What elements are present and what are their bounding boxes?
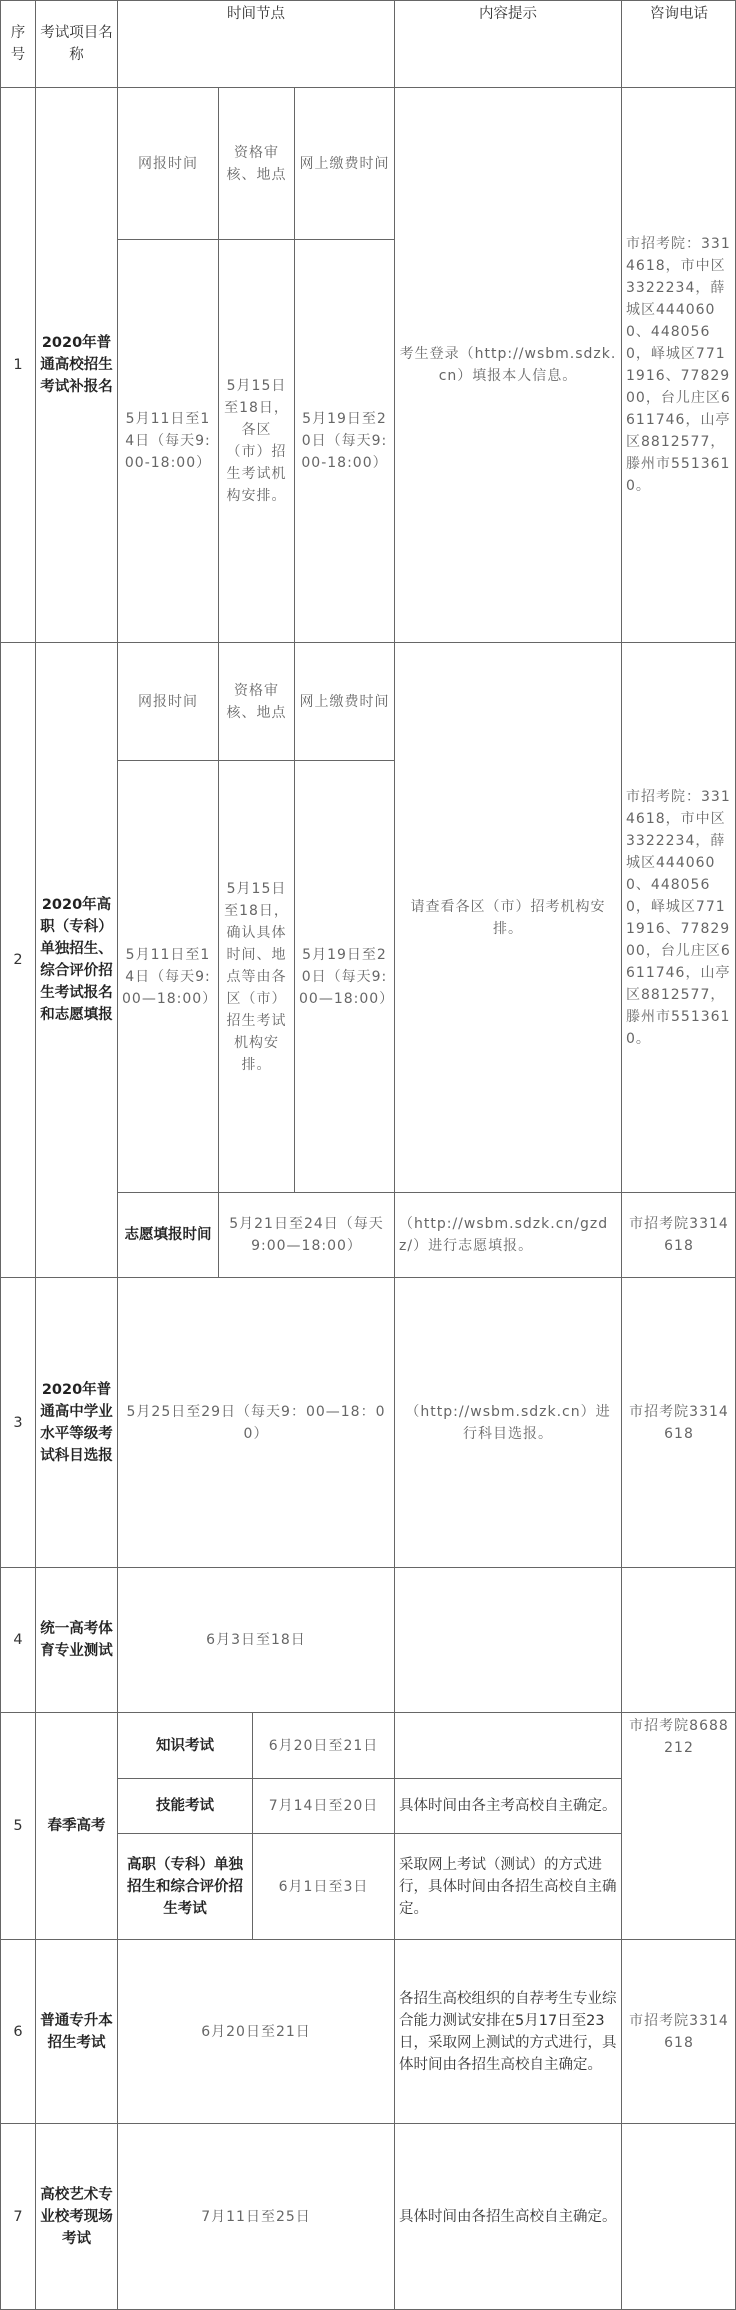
header-content: 内容提示 xyxy=(394,0,621,87)
row5-knowledge-time: 6月20日至21日 xyxy=(252,1712,394,1778)
row2-sub-review: 资格审核、地点 xyxy=(218,642,294,760)
row2-no: 2 xyxy=(0,642,35,1277)
row6-no: 6 xyxy=(0,1939,35,2123)
row1-review: 5月15日至18日，各区（市）招生考试机构安排。 xyxy=(218,239,294,642)
row1-sub-review: 资格审核、地点 xyxy=(218,87,294,239)
row7-name: 高校艺术专业校考现场考试 xyxy=(35,2123,117,2310)
row4-time: 6月3日至18日 xyxy=(117,1567,394,1712)
row1-pay: 5月19日至20日（每天9:00-18:00） xyxy=(294,239,394,642)
row1-sub-online: 网报时间 xyxy=(117,87,218,239)
row7-time: 7月11日至25日 xyxy=(117,2123,394,2310)
row4-phone-empty xyxy=(621,1567,736,1712)
row3-content: （http://wsbm.sdzk.cn）进行科目选报。 xyxy=(394,1277,621,1567)
row7-no: 7 xyxy=(0,2123,35,2310)
row2-sub-online: 网报时间 xyxy=(117,642,218,760)
row5-skill-content: 具体时间由各主考高校自主确定。 xyxy=(394,1778,621,1833)
row2-review: 5月15日至18日，确认具体时间、地点等由各区（市）招生考试机构安排。 xyxy=(218,760,294,1192)
row2-name: 2020年高职（专科）单独招生、综合评价招生考试报名和志愿填报 xyxy=(35,642,117,1277)
row2-pay: 5月19日至20日（每天9:00—18:00） xyxy=(294,760,394,1192)
row3-no: 3 xyxy=(0,1277,35,1567)
row6-content: 各招生高校组织的自荐考生专业综合能力测试安排在5月17日至23日，采取网上测试的方式进行，具体时间由各招生高校自主确定。 xyxy=(394,1939,621,2123)
row2-sub-pay: 网上缴费时间 xyxy=(294,642,394,760)
row2-content: 请查看各区（市）招考机构安排。 xyxy=(394,642,621,1192)
row6-phone: 市招考院3314618 xyxy=(621,1939,736,2123)
row2-wish-time: 5月21日至24日（每天9:00—18:00） xyxy=(218,1192,394,1277)
row2-wish-label: 志愿填报时间 xyxy=(117,1192,218,1277)
row4-content-empty xyxy=(394,1567,621,1712)
row4-no: 4 xyxy=(0,1567,35,1712)
row3-name: 2020年普通高中学业水平等级考试科目选报 xyxy=(35,1277,117,1567)
row5-skill-time: 7月14日至20日 xyxy=(252,1778,394,1833)
row5-no: 5 xyxy=(0,1712,35,1939)
row1-online: 5月11日至14日（每天9:00-18:00） xyxy=(117,239,218,642)
row5-skill-label: 技能考试 xyxy=(117,1778,252,1833)
row5-knowledge-label: 知识考试 xyxy=(117,1712,252,1778)
row7-content: 具体时间由各招生高校自主确定。 xyxy=(394,2123,621,2310)
row2-online: 5月11日至14日（每天9:00—18:00） xyxy=(117,760,218,1192)
row1-content: 考生登录（http://wsbm.sdzk.cn）填报本人信息。 xyxy=(394,87,621,642)
row3-time: 5月25日至29日（每天9：00—18：00） xyxy=(117,1277,394,1567)
row6-name: 普通专升本招生考试 xyxy=(35,1939,117,2123)
header-no: 序号 xyxy=(0,0,35,87)
row4-name: 统一高考体育专业测试 xyxy=(35,1567,117,1712)
row2-wish-phone: 市招考院3314618 xyxy=(621,1192,736,1277)
row5-name: 春季高考 xyxy=(35,1712,117,1939)
row5-knowledge-content-empty xyxy=(394,1712,621,1778)
row1-phone: 市招考院：3314618，市中区3322234，薛城区4440600、4480560，峄城区7711916、7782900，台儿庄区6611746，山亭区8812577，滕州市5513610。 xyxy=(621,87,736,642)
row3-phone: 市招考院3314618 xyxy=(621,1277,736,1567)
row6-time: 6月20日至21日 xyxy=(117,1939,394,2123)
row2-wish-content: （http://wsbm.sdzk.cn/gzdz/）进行志愿填报。 xyxy=(394,1192,621,1277)
header-time: 时间节点 xyxy=(117,0,394,87)
row1-name: 2020年普通高校招生考试补报名 xyxy=(35,87,117,642)
row5-gz-label: 高职（专科）单独招生和综合评价招生考试 xyxy=(117,1833,252,1939)
header-item: 考试项目名称 xyxy=(35,0,117,87)
row1-sub-pay: 网上缴费时间 xyxy=(294,87,394,239)
row1-no: 1 xyxy=(0,87,35,642)
row5-phone: 市招考院8688212 xyxy=(621,1712,736,1939)
row2-phone: 市招考院：3314618，市中区3322234，薛城区4440600、4480560，峄城区7711916、7782900，台儿庄区6611746，山亭区8812577，滕州市5513610。 xyxy=(621,642,736,1192)
header-phone: 咨询电话 xyxy=(621,0,736,87)
row5-gz-time: 6月1日至3日 xyxy=(252,1833,394,1939)
row7-phone-empty xyxy=(621,2123,736,2310)
row5-gz-content: 采取网上考试（测试）的方式进行，具体时间由各招生高校自主确定。 xyxy=(394,1833,621,1939)
